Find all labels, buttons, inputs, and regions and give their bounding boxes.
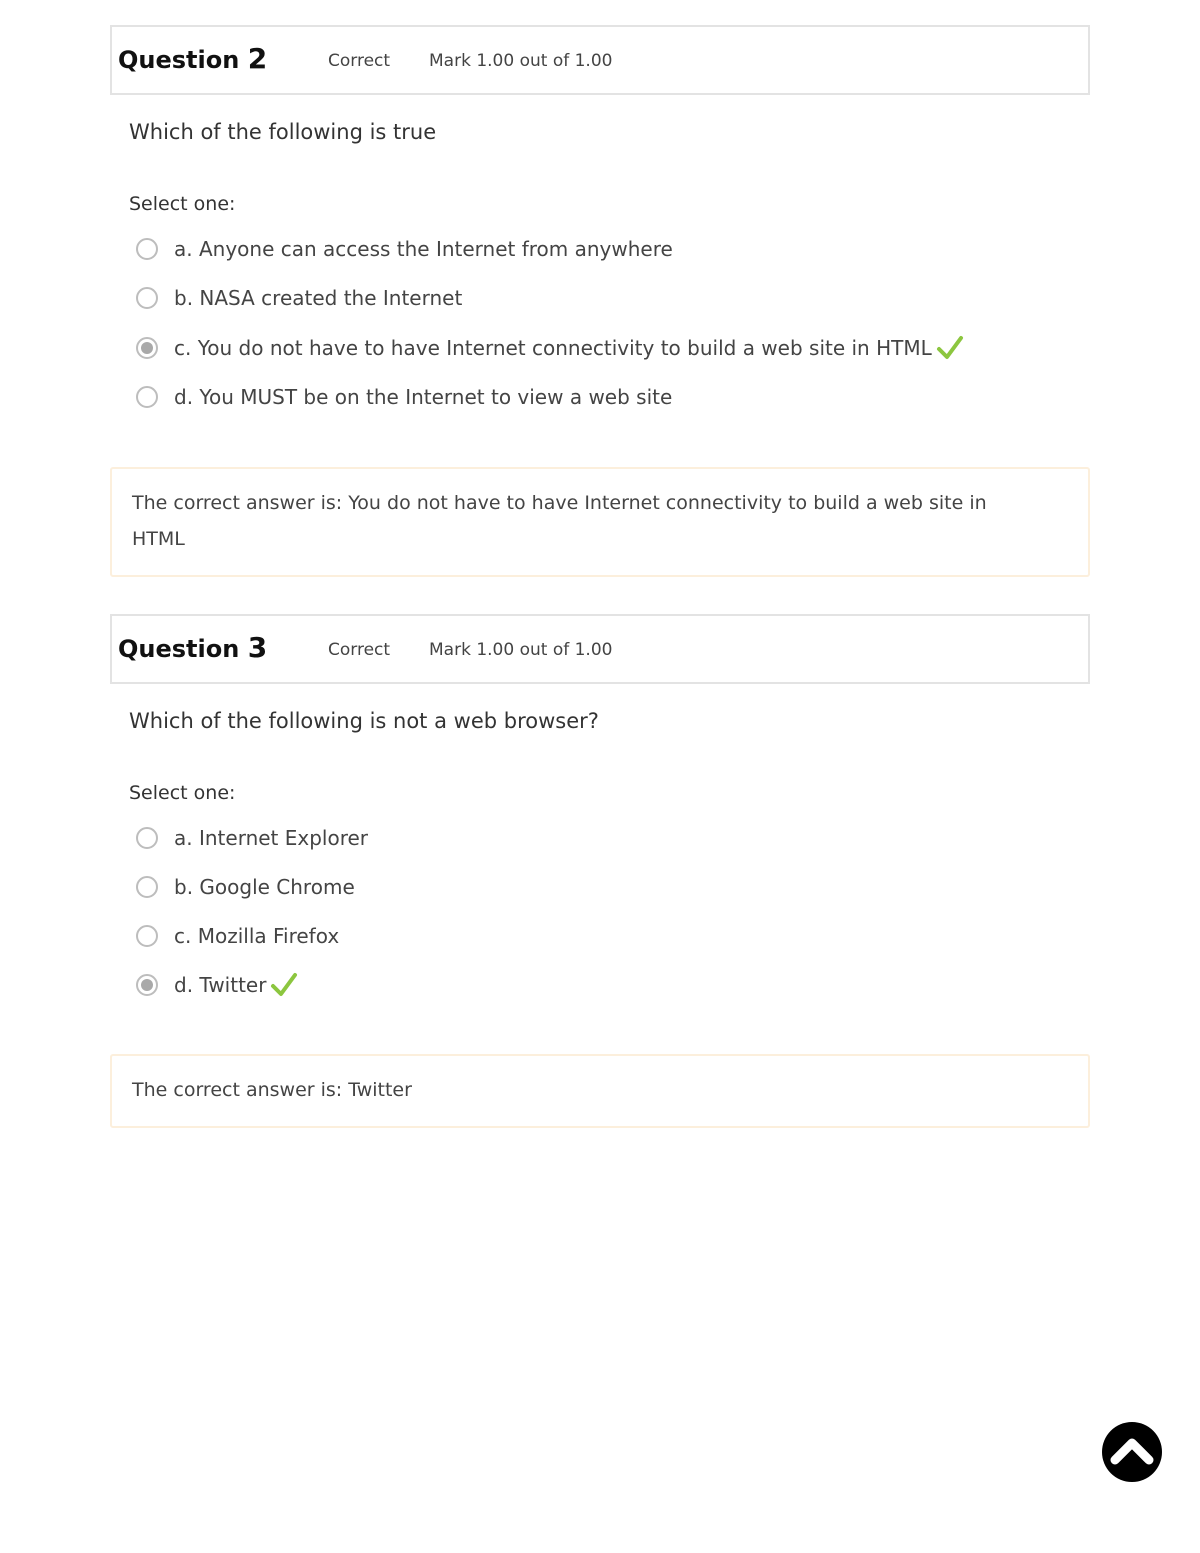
question-label: Question — [118, 46, 240, 74]
correct-answer-text: The correct answer is: Twitter — [132, 1079, 412, 1101]
question-3-option-a[interactable] — [136, 825, 368, 851]
question-2-text: Which of the following is true — [129, 120, 437, 144]
radio-button[interactable] — [136, 238, 158, 260]
option-label: d. You MUST be on the Internet to view a web site — [174, 385, 673, 409]
question-2-option-a[interactable] — [136, 236, 673, 262]
chevron-up-icon — [1102, 1422, 1162, 1482]
question-3-option-b[interactable] — [136, 874, 355, 900]
radio-button[interactable] — [136, 386, 158, 408]
radio-button[interactable] — [136, 827, 158, 849]
correct-answer-text: The correct answer is: You do not have to have Internet connectivity to build a web site in — [132, 492, 987, 514]
option-label: a. Anyone can access the Internet from anywhere — [174, 237, 673, 261]
correct-answer-text-continued: HTML — [132, 528, 185, 550]
radio-button[interactable] — [136, 876, 158, 898]
option-label: d. Twitter — [174, 973, 267, 997]
question-3-feedback — [110, 1054, 1090, 1128]
question-2-option-d[interactable] — [136, 384, 672, 410]
question-number: 3 — [247, 631, 268, 664]
question-mark: Mark 1.00 out of 1.00 — [429, 51, 613, 71]
radio-button-selected[interactable] — [136, 974, 158, 996]
check-icon — [270, 971, 298, 999]
question-2-title — [118, 42, 267, 75]
radio-button[interactable] — [136, 287, 158, 309]
question-2-option-c[interactable] — [136, 335, 964, 361]
radio-button[interactable] — [136, 925, 158, 947]
question-label: Question — [118, 635, 240, 663]
option-label: c. Mozilla Firefox — [174, 924, 340, 948]
scroll-to-top-button[interactable] — [1102, 1422, 1162, 1482]
question-2-option-b[interactable] — [136, 285, 462, 311]
question-mark: Mark 1.00 out of 1.00 — [429, 640, 613, 660]
check-icon — [936, 334, 964, 362]
question-number: 2 — [247, 42, 268, 75]
question-2-header — [110, 25, 1090, 95]
question-state: Correct — [328, 640, 391, 660]
question-state: Correct — [328, 51, 391, 71]
option-label: a. Internet Explorer — [174, 826, 369, 850]
question-3-header — [110, 614, 1090, 684]
option-label: b. Google Chrome — [174, 875, 355, 899]
question-3-option-c[interactable] — [136, 923, 339, 949]
question-2-feedback — [110, 467, 1090, 577]
option-label: b. NASA created the Internet — [174, 286, 463, 310]
radio-button-selected[interactable] — [136, 337, 158, 359]
select-one-prompt: Select one: — [129, 193, 236, 215]
question-3-title — [118, 631, 267, 664]
select-one-prompt: Select one: — [129, 782, 236, 804]
option-label: c. You do not have to have Internet connectivity to build a web site in HTML — [174, 336, 932, 360]
question-3-option-d[interactable] — [136, 972, 298, 998]
question-3-text: Which of the following is not a web browser? — [129, 709, 599, 733]
